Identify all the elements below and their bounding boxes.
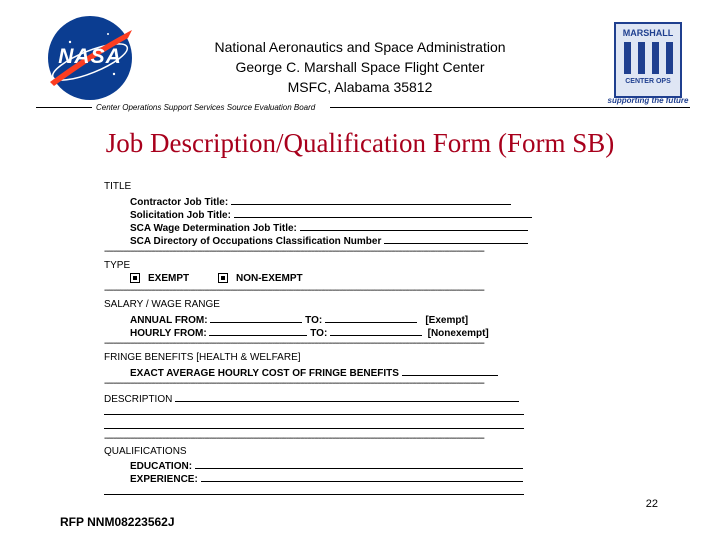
sca-directory-row [130, 234, 528, 248]
type-section-label: TYPE [104, 260, 131, 271]
rfp-number: RFP NNM08223562J [60, 515, 175, 529]
description-label: DESCRIPTION [104, 394, 173, 405]
solicitation-job-title-field[interactable] [234, 208, 532, 218]
description-row [104, 392, 519, 406]
agency-name: National Aeronautics and Space Administration [214, 39, 506, 55]
salary-section-label: SALARY / WAGE RANGE [104, 299, 220, 310]
contractor-job-title-field[interactable] [231, 195, 511, 205]
experience-row [130, 472, 523, 486]
header-rule-left [36, 107, 92, 108]
annual-to-field[interactable] [325, 313, 417, 323]
page-number: 22 [645, 498, 658, 510]
solicitation-job-title-label: Solicitation Job Title: [130, 210, 231, 221]
nasa-logo-text: NASA [58, 45, 122, 68]
annual-to-label: TO: [305, 315, 323, 326]
fringe-cost-field[interactable] [402, 366, 498, 376]
header-rule-right [330, 107, 690, 108]
exempt-label: EXEMPT [148, 273, 190, 284]
exempt-option[interactable] [130, 273, 189, 285]
education-label: EDUCATION: [130, 461, 193, 472]
exempt-tag: [Exempt] [425, 315, 469, 326]
experience-label: EXPERIENCE: [130, 474, 198, 485]
sca-wage-title-label: SCA Wage Determination Job Title: [130, 223, 297, 234]
title-section-label: TITLE [104, 181, 132, 192]
qualifications-section-label: QUALIFICATIONS [104, 446, 187, 457]
fringe-cost-label: EXACT AVERAGE HOURLY COST OF FRINGE BENEFITS [130, 368, 399, 379]
divider: ------------------------------------------------------------------------------------------------------------------------------------------------------------------- [104, 379, 484, 389]
description-field[interactable] [175, 392, 519, 402]
hourly-from-field[interactable] [209, 326, 307, 336]
fringe-section-label: FRINGE BENEFITS [HEALTH & WELFARE] [104, 352, 301, 363]
divider: ------------------------------------------------------------------------------------------------------------------------------------------------------------------- [104, 286, 484, 296]
exempt-checkbox[interactable] [130, 273, 140, 283]
sca-directory-field[interactable] [384, 234, 528, 244]
experience-field[interactable] [201, 472, 523, 482]
annual-from-field[interactable] [210, 313, 302, 323]
form-title: Job Description/Qualification Form (Form SB) [105, 128, 615, 158]
contractor-job-title-label: Contractor Job Title: [130, 197, 229, 208]
marshall-logo-text: MARSHALL [622, 28, 674, 38]
center-address: MSFC, Alabama 35812 [287, 79, 433, 95]
hourly-to-field[interactable] [330, 326, 422, 336]
nonexempt-tag: [Nonexempt] [427, 328, 489, 339]
annual-range-row [130, 313, 468, 327]
sca-directory-label: SCA Directory of Occupations Classification Number [130, 236, 382, 247]
solicitation-job-title-row [130, 208, 532, 222]
description-line-2[interactable] [104, 414, 524, 415]
divider: ------------------------------------------------------------------------------------------------------------------------------------------------------------------- [104, 434, 484, 444]
hourly-range-row [130, 326, 489, 340]
education-field[interactable] [195, 459, 523, 469]
description-line-3[interactable] [104, 428, 524, 429]
marshall-tagline: supporting the future [607, 96, 689, 105]
hourly-from-label: HOURLY FROM: [130, 328, 207, 339]
experience-line-2[interactable] [104, 494, 524, 495]
hourly-to-label: TO: [310, 328, 328, 339]
divider: ------------------------------------------------------------------------------------------------------------------------------------------------------------------- [104, 339, 484, 349]
non-exempt-label: NON-EXEMPT [236, 273, 303, 284]
marshall-center-ops-logo [608, 22, 688, 110]
sca-wage-title-field[interactable] [300, 221, 528, 231]
center-name: George C. Marshall Space Flight Center [235, 59, 485, 75]
contractor-job-title-row [130, 195, 511, 209]
center-ops-text: CENTER OPS [625, 78, 671, 85]
non-exempt-checkbox[interactable] [218, 273, 228, 283]
divider: ------------------------------------------------------------------------------------------------------------------------------------------------------------------- [104, 247, 484, 257]
sca-wage-title-row [130, 221, 528, 235]
education-row [130, 459, 523, 473]
annual-from-label: ANNUAL FROM: [130, 315, 208, 326]
board-name: Center Operations Support Services Source Evaluation Board [96, 103, 316, 112]
non-exempt-option[interactable] [218, 273, 303, 285]
marshall-logo-frame [614, 22, 682, 98]
fringe-cost-row [130, 366, 498, 380]
